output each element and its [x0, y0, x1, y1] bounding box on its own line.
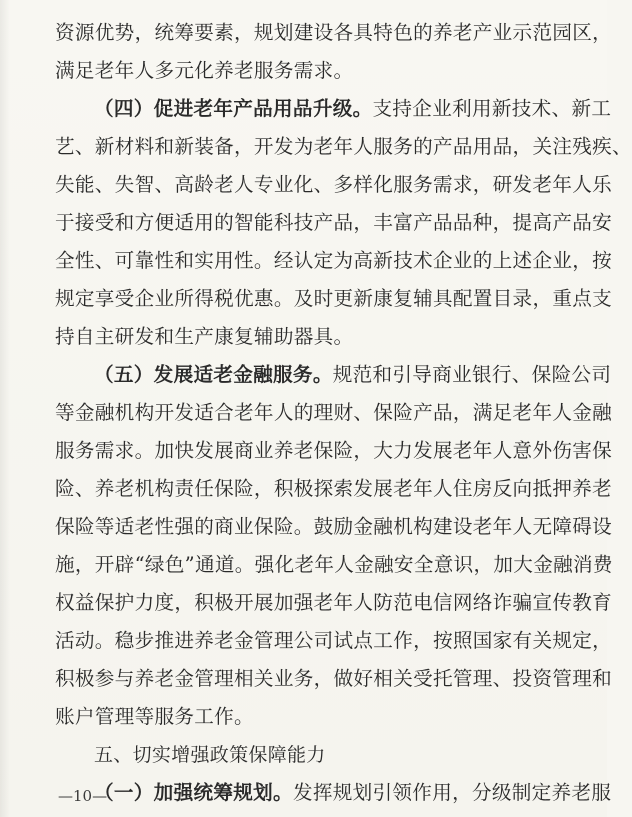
text-line-1: [55, 18, 613, 48]
text-line-5: [55, 170, 613, 200]
line-text: 艺、新材料和新装备，开发为老年人服务的产品用品，关注残疾、: [55, 135, 632, 158]
subsection-heading: （一）加强统筹规划。: [94, 781, 293, 804]
section-heading: [55, 740, 565, 770]
text-line-6: [55, 208, 613, 238]
section-heading-text: 五、切实增强政策保障能力: [94, 744, 326, 766]
line-text: 全性、可靠性和实用性。经认定为高新技术企业的上述企业，按: [55, 249, 613, 272]
line-text: 施，开辟“绿色”通道。强化老年人金融安全意识，加大金融消费: [55, 553, 613, 576]
line-text: 等金融机构开发适合老年人的理财、保险产品，满足老年人金融: [55, 401, 613, 424]
text-line-7: [55, 246, 613, 276]
line-text: 服务需求。加快发展商业养老保险，大力发展老年人意外伤害保: [55, 439, 613, 462]
text-line-16: [55, 588, 613, 618]
line-text: 失能、失智、高龄老人专业化、多样化服务需求，研发老年人乐: [55, 173, 613, 196]
text-line-17: [55, 626, 613, 656]
subsection-heading: （四）促进老年产品用品升级。: [94, 97, 373, 120]
text-line-3: [55, 94, 612, 124]
text-line-13: [55, 474, 613, 504]
text-line-19: [55, 702, 565, 732]
line-text: 积极参与养老金管理相关业务，做好相关受托管理、投资管理和: [55, 667, 613, 690]
text-line-2: [55, 56, 565, 86]
text-line-15: [55, 550, 613, 580]
line-text: 资源优势，统筹要素，规划建设各具特色的养老产业示范园区，: [55, 21, 613, 44]
text-line-21: [55, 778, 612, 808]
text-line-12: [55, 436, 613, 466]
line-text: 权益保护力度，积极开展加强老年人防范电信网络诈骗宣传教育: [55, 591, 613, 614]
line-text: 账户管理等服务工作。: [55, 705, 254, 728]
line-text: 活动。稳步推进养老金管理公司试点工作，按照国家有关规定，: [55, 629, 613, 652]
text-line-8: [55, 284, 613, 314]
page-number: —10—: [58, 787, 108, 805]
line-text: 持自主研发和生产康复辅助器具。: [55, 325, 354, 348]
text-line-11: [55, 398, 613, 428]
line-text: 规定享受企业所得税优惠。及时更新康复辅具配置目录，重点支: [55, 287, 613, 310]
page-edge-shadow: [0, 0, 10, 817]
text-line-9: [55, 322, 565, 352]
line-text: 保险等适老性强的商业保险。鼓励金融机构建设老年人无障碍设: [55, 515, 613, 538]
text-line-10: [55, 360, 612, 390]
line-text: 发挥规划引领作用，分级制定养老服: [292, 781, 612, 804]
line-text: 满足老年人多元化养老服务需求。: [55, 59, 354, 82]
text-line-18: [55, 664, 613, 694]
subsection-heading: （五）发展适老金融服务。: [94, 363, 333, 386]
line-text: 支持企业利用新技术、新工: [372, 97, 612, 120]
text-line-14: [55, 512, 613, 542]
line-text: 规范和引导商业银行、保险公司: [332, 363, 612, 386]
text-line-4: [55, 132, 632, 162]
line-text: 险、养老机构责任保险，积极探索发展老年人住房反向抵押养老: [55, 477, 613, 500]
line-text: 于接受和方便适用的智能科技产品，丰富产品品种，提高产品安: [55, 211, 613, 234]
